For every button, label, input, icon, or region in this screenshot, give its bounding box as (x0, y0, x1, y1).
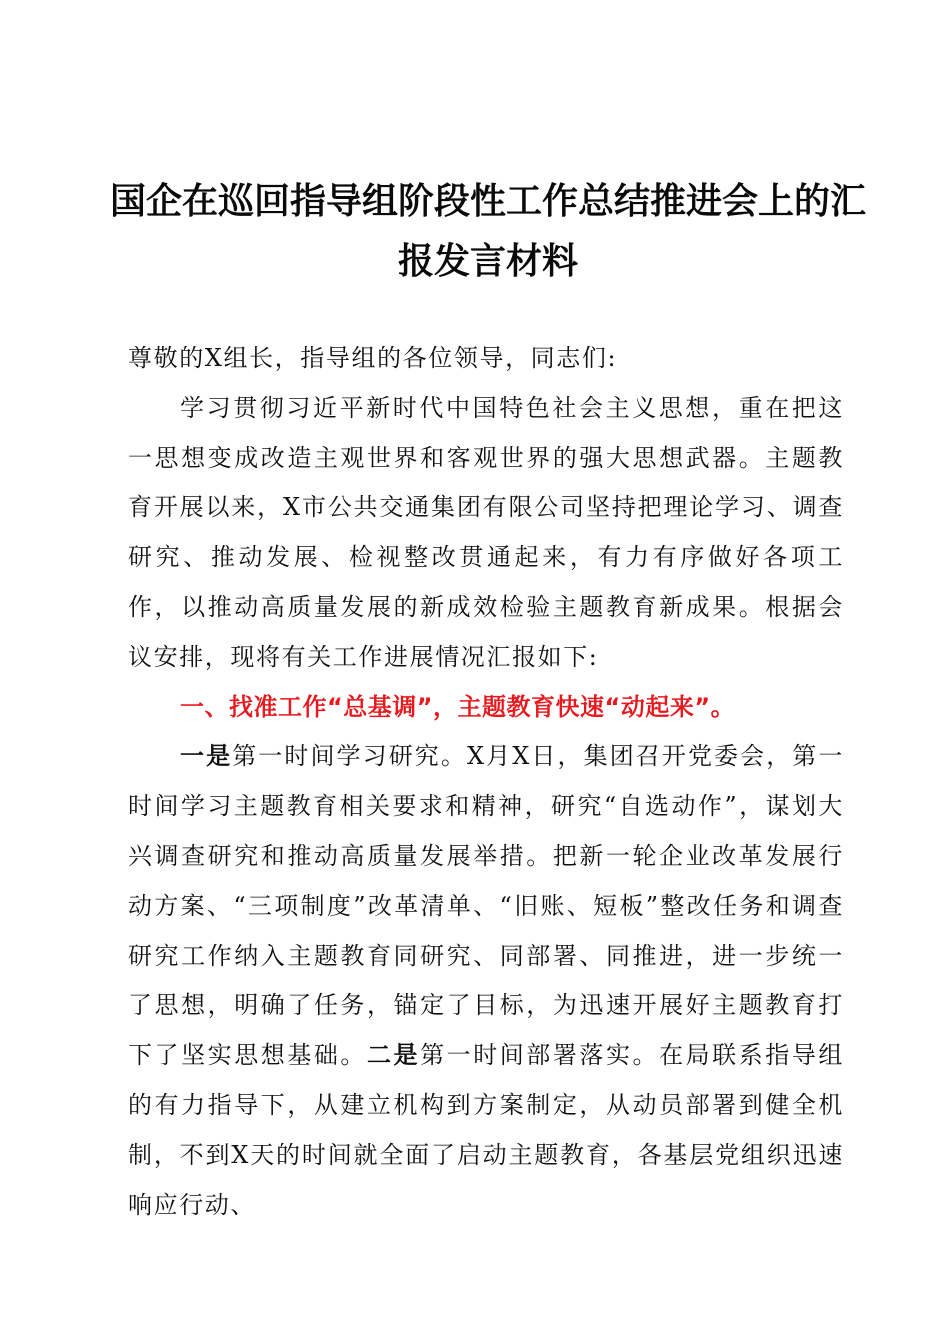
point-text-1: 第一时间学习研究。X月X日，集团召开党委会，第一时间学习主题教育相关要求和精神，研究“自选动作”，谋划大兴调查研究和推动高质量发展举措。把新一轮企业改革发展行动方案、“三项制度”改革清单、“旧账、短板”整改任务和调查研究工作纳入主题教育同研究、同部署、同推进，进一步统一了思想，明确了任务，锚定了目标，为迅速开展好主题教育打下了坚实思想基础。 (128, 742, 844, 1070)
document-body (128, 334, 844, 1230)
point-lead-1: 一是 (180, 742, 233, 771)
salutation: 尊敬的X组长，指导组的各位领导，同志们: (128, 344, 618, 372)
document-title: 国企在巡回指导组阶段性工作总结推进会上的汇报发言材料 (109, 181, 866, 282)
section-paragraph (128, 732, 844, 1230)
point-lead-2: 二是 (366, 1041, 421, 1070)
intro-paragraph: 学习贯彻习近平新时代中国特色社会主义思想，重在把这一思想变成改造主观世界和客观世界的强大思想武器。主题教育开展以来，X市公共交通集团有限公司坚持把理论学习、调查研究、推动发展、检视整改贯通起来，有力有序做好各项工作，以推动高质量发展的新成效检验主题教育新成果。根据会议安排，现将有关工作进展情况汇报如下: (128, 393, 844, 671)
point-text-2: 第一时间部署落实。在局联系指导组的有力指导下，从建立机构到方案制定，从动员部署到健全机制，不到X天的时间就全面了启动主题教育，各基层党组织迅速响应行动、 (128, 1041, 844, 1219)
section-heading: 一、找准工作“总基调”，主题教育快速“动起来”。 (180, 692, 736, 721)
